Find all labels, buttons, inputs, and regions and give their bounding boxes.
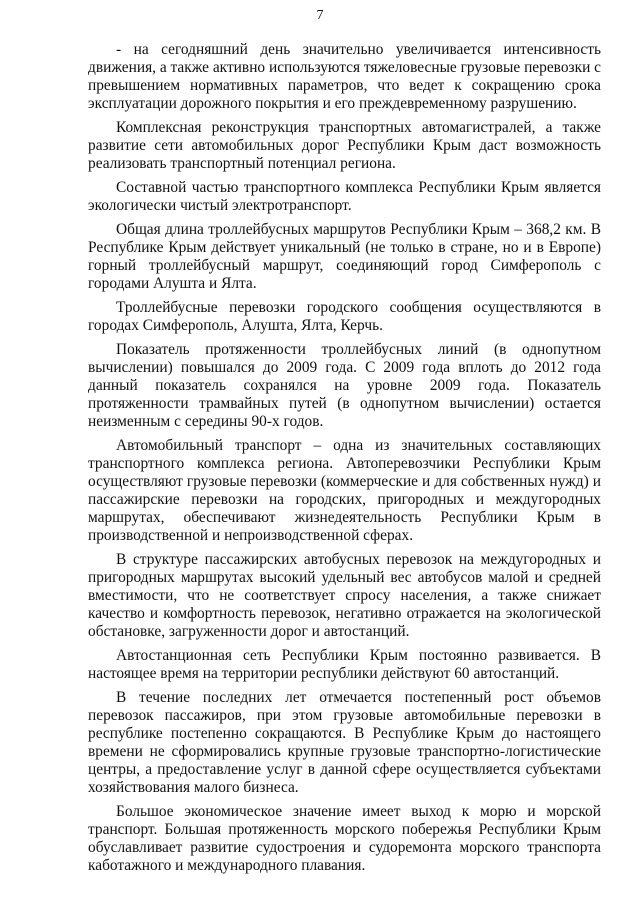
paragraph-road-transport: Автомобильный транспорт – одна из значительных составляющих транспортного комплекса региона. Автоперевозчики Республики Крым осуществляют грузовые перевозки (коммерческие и для собственных нужд) и пассажирские перевозки на городских, пригородных и междугородных маршрутах, обеспечивают жизнедеятельность Республики Крым в производственной и непроизводственной сферах. [88, 437, 601, 544]
page-number: 7 [316, 8, 324, 23]
paragraph-maritime-transport: Большое экономическое значение имеет выход к морю и морской транспорт. Большая протяженность морского побережья Республики Крым обуславливает развитие судостроения и судоремонта морского транспорта каботажного и международного плавания. [88, 803, 601, 874]
paragraph-trolleybus-length: Общая длина троллейбусных маршрутов Республики Крым – 368,2 км. В Республике Крым действует уникальный (не только в стране, но и в Европе) горный троллейбусный маршрут, соединяющий город Симферополь с городами Алушта и Ялта. [88, 221, 601, 292]
paragraph-highway-reconstruction: Комплексная реконструкция транспортных автомагистралей, а также развитие сети автомобильных дорог Республики Крым даст возможность реализовать транспортный потенциал региона. [88, 119, 601, 172]
paragraph-bus-structure: В структуре пассажирских автобусных перевозок на междугородных и пригородных маршрутах высокий удельный вес автобусов малой и средней вместимости, что не соответствует спросу населения, а также снижает качество и комфортность перевозок, негативно отражается на экологической обстановке, загруженности дорог и автостанций. [88, 551, 601, 640]
paragraph-line-length-indicator: Показатель протяженности троллейбусных линий (в однопутном вычислении) повышался до 2009 года. С 2009 года вплоть до 2012 года данный показатель сохранялся на уровне 2009 года. Показатель протяженности трамвайных путей (в однопутном вычислении) остается неизменным с середины 90-х годов. [88, 341, 601, 430]
paragraph-bus-stations: Автостанционная сеть Республики Крым постоянно развивается. В настоящее время на территории республики действуют 60 автостанций. [88, 647, 601, 682]
paragraph-traffic-intensity: - на сегодняшний день значительно увеличивается интенсивность движения, а также активно используются тяжеловесные грузовые перевозки с превышением нормативных параметров, что ведет к сокращению срока эксплуатации дорожного покрытия и его преждевременному разрушению. [88, 41, 601, 112]
paragraph-passenger-growth: В течение последних лет отмечается постепенный рост объемов перевозок пассажиров, при этом грузовые автомобильные перевозки в республике постепенно сокращаются. В Республике Крым до настоящего времени не сформировались крупные грузовые транспортно-логистические центры, а предоставление услуг в данной сфере осуществляется субъектами хозяйствования малого бизнеса. [88, 689, 601, 796]
document-body [88, 41, 601, 881]
paragraph-electric-transport: Составной частью транспортного комплекса Республики Крым является экологически чистый электротранспорт. [88, 179, 601, 214]
paragraph-trolleybus-cities: Троллейбусные перевозки городского сообщения осуществляются в городах Симферополь, Алушта, Ялта, Керчь. [88, 299, 601, 334]
